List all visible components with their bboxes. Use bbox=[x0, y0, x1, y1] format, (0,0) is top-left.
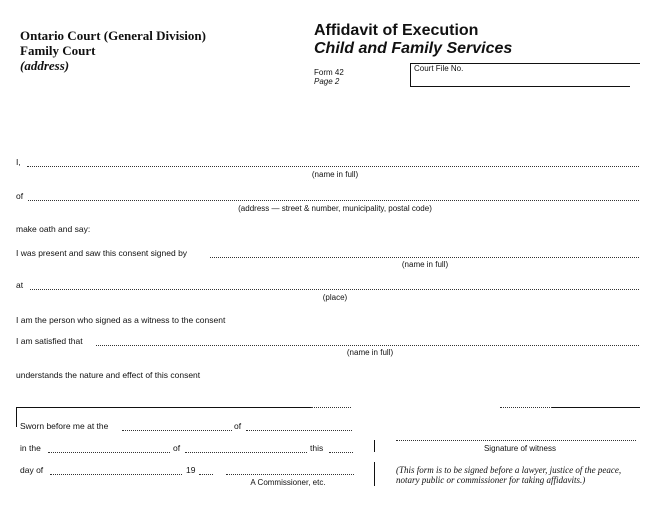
court-file-label: Court File No. bbox=[414, 64, 464, 73]
deponent-name-field[interactable] bbox=[27, 166, 639, 167]
page-number: Page 2 bbox=[314, 77, 340, 86]
commissioner-caption: A Commissioner, etc. bbox=[250, 478, 326, 487]
region-name-field[interactable] bbox=[185, 452, 307, 453]
place-field[interactable] bbox=[30, 289, 639, 290]
sworn-municipality-field[interactable] bbox=[246, 430, 352, 431]
region-field[interactable] bbox=[48, 452, 170, 453]
deponent-address-field[interactable] bbox=[28, 200, 639, 201]
person-name-field[interactable] bbox=[96, 345, 639, 346]
witness-caption: Signature of witness bbox=[483, 444, 557, 453]
sworn-place-field[interactable] bbox=[122, 430, 232, 431]
satisfied-text: I am satisfied that bbox=[16, 336, 83, 346]
this-text: this bbox=[310, 443, 324, 453]
court-branch: Family Court bbox=[20, 43, 96, 58]
signature-top-rule-dotted bbox=[500, 407, 552, 408]
jurat-of-label-2: of bbox=[173, 443, 181, 453]
day-of-text: day of bbox=[20, 465, 44, 475]
at-prefix: at bbox=[16, 280, 24, 290]
column-divider-upper bbox=[374, 440, 375, 452]
signature-top-rule bbox=[552, 407, 640, 408]
present-text: I was present and saw this consent signed by bbox=[16, 248, 188, 258]
jurat-of-label: of bbox=[234, 421, 242, 431]
name2-caption: (name in full) bbox=[401, 260, 449, 269]
name-caption: (name in full) bbox=[311, 170, 359, 179]
day-field[interactable] bbox=[329, 452, 353, 453]
year-prefix: 19 bbox=[186, 465, 196, 475]
form-number: Form 42 bbox=[314, 68, 344, 77]
oath-text: make oath and say: bbox=[16, 224, 91, 234]
place-caption: (place) bbox=[322, 293, 348, 302]
year-field[interactable] bbox=[199, 474, 213, 475]
signer-name-field[interactable] bbox=[210, 257, 639, 258]
court-name: Ontario Court (General Division) bbox=[20, 28, 206, 43]
in-the-text: in the bbox=[20, 443, 41, 453]
of-prefix: of bbox=[16, 191, 24, 201]
court-file-field[interactable] bbox=[410, 86, 630, 87]
commissioner-signature-field[interactable] bbox=[226, 474, 354, 475]
understands-text: understands the nature and effect of this consent bbox=[16, 370, 201, 380]
column-divider-lower bbox=[374, 462, 375, 486]
court-file-left-rule bbox=[410, 63, 411, 87]
court-address: (address) bbox=[20, 58, 70, 73]
i-prefix: I, bbox=[16, 157, 21, 167]
jurat-top-rule bbox=[16, 407, 311, 408]
sworn-text: Sworn before me at the bbox=[20, 421, 109, 431]
jurat-top-rule-dotted bbox=[311, 407, 351, 408]
address-caption: (address — street & number, municipality, postal code) bbox=[238, 204, 432, 213]
jurat-left-rule bbox=[16, 407, 17, 427]
signing-note: (This form is to be signed before a lawyer, justice of the peace, notary public or commissioner for taking affidavits.) bbox=[396, 465, 622, 485]
witness-text: I am the person who signed as a witness to the consent bbox=[16, 315, 226, 325]
month-field[interactable] bbox=[50, 474, 182, 475]
form-subtitle: Child and Family Services bbox=[314, 40, 513, 57]
witness-signature-field[interactable] bbox=[396, 440, 636, 441]
form-title: Affidavit of Execution bbox=[314, 22, 479, 39]
name3-caption: (name in full) bbox=[346, 348, 394, 357]
